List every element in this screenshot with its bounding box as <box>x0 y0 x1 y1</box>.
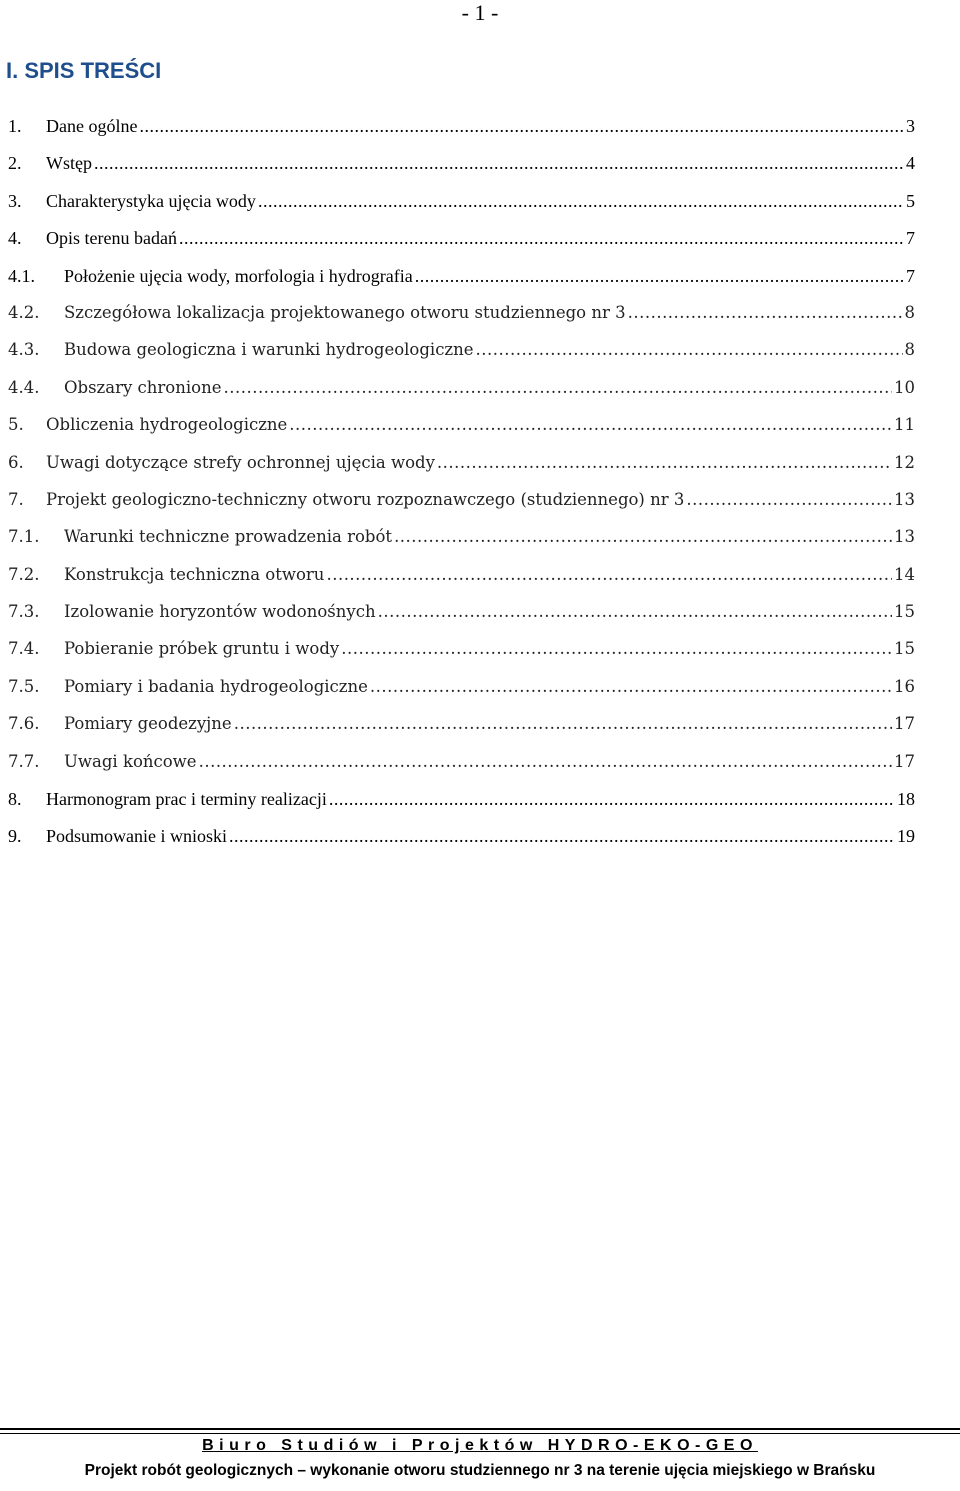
toc-entry-title: Pomiary i badania hydrogeologiczne <box>64 676 368 696</box>
toc-dot-leader <box>370 677 892 696</box>
toc-heading: I. SPIS TREŚCI <box>6 58 162 83</box>
toc-dot-leader <box>341 639 892 658</box>
toc-entry[interactable] <box>8 266 915 303</box>
toc-entry-title: Uwagi końcowe <box>64 751 197 771</box>
toc-entry-title: Podsumowanie i wnioski <box>46 826 228 847</box>
toc-dot-leader <box>234 714 892 733</box>
toc-entry[interactable] <box>8 639 915 676</box>
toc-entry-page: 4 <box>906 153 915 174</box>
toc-entry-number: 4. <box>8 228 22 249</box>
toc-entry[interactable] <box>8 116 915 153</box>
toc-entry-title: Pobieranie próbek gruntu i wody <box>64 639 340 659</box>
toc-entry-title: Uwagi dotyczące strefy ochronnej ujęcia wody <box>46 452 435 472</box>
toc-entry-number: 4.4. <box>8 377 40 397</box>
toc-dot-leader <box>378 602 892 621</box>
toc-entry-title: Szczegółowa lokalizacja projektowanego otworu studziennego nr 3 <box>64 302 626 322</box>
toc-entry-number: 5. <box>8 415 24 435</box>
toc-entry-number: 7.1. <box>8 527 40 547</box>
footer-project-title: Projekt robót geologicznych – wykonanie otworu studziennego nr 3 na terenie ujęcia miejskiego w Brańsku <box>84 1462 876 1479</box>
toc-dot-leader <box>394 527 892 546</box>
toc-entry[interactable] <box>8 415 915 452</box>
toc-entry-number: 7.6. <box>8 714 40 734</box>
toc-entry[interactable] <box>8 153 915 190</box>
toc-entry-page: 7 <box>906 228 915 249</box>
toc-entry[interactable] <box>8 826 915 863</box>
toc-entry[interactable] <box>8 228 915 265</box>
toc-entry-page: 8 <box>904 340 915 360</box>
toc-dot-leader <box>199 752 892 771</box>
toc-entry-number: 4.1. <box>8 265 35 286</box>
toc-entry[interactable] <box>8 714 915 751</box>
toc-dot-leader <box>179 228 904 249</box>
toc-entry[interactable] <box>8 340 915 377</box>
toc-entry-title: Opis terenu badań <box>46 228 177 249</box>
toc-entry-page: 13 <box>894 527 915 547</box>
toc-entry-page: 19 <box>897 826 915 847</box>
toc-dot-leader <box>139 116 904 137</box>
toc-dot-leader <box>329 789 895 810</box>
toc-dot-leader <box>415 266 904 287</box>
toc-entry-title: Warunki techniczne prowadzenia robót <box>64 527 393 547</box>
toc-entry-title: Budowa geologiczna i warunki hydrogeologiczne <box>64 340 474 360</box>
toc-entry-number: 7.2. <box>8 564 40 584</box>
toc-dot-leader <box>289 415 892 434</box>
toc-entry-title: Konstrukcja techniczna otworu <box>64 564 325 584</box>
toc-entry-number: 7.3. <box>8 602 40 622</box>
toc-dot-leader <box>437 453 892 472</box>
toc-dot-leader <box>258 191 904 212</box>
toc-entry-number: 7.4. <box>8 639 40 659</box>
toc-entry-title: Pomiary geodezyjne <box>64 714 232 734</box>
toc-entry-page: 10 <box>894 377 915 397</box>
toc-entry[interactable] <box>8 453 915 490</box>
toc-entry-title: Izolowanie horyzontów wodonośnych <box>64 602 376 622</box>
toc-entry[interactable] <box>8 752 915 789</box>
toc-entry-page: 15 <box>894 602 915 622</box>
toc-dot-leader <box>686 490 892 509</box>
toc-entry-number: 9. <box>8 826 22 847</box>
toc-dot-leader <box>326 565 892 584</box>
toc-entry-title: Charakterystyka ujęcia wody <box>46 190 256 211</box>
toc-entry-number: 3. <box>8 190 22 211</box>
toc-entry-title: Projekt geologiczno-techniczny otworu rozpoznawczego (studziennego) nr 3 <box>46 489 685 509</box>
toc-dot-leader <box>94 153 904 174</box>
toc-entry[interactable] <box>8 677 915 714</box>
toc-entry-number: 1. <box>8 116 22 136</box>
toc-entry-page: 7 <box>906 265 915 286</box>
toc-dot-leader <box>628 303 903 322</box>
toc-entry-number: 6. <box>8 452 24 472</box>
toc-entry-number: 4.2. <box>8 302 40 322</box>
toc-entry-title: Położenie ujęcia wody, morfologia i hydrografia <box>64 265 413 286</box>
footer-rule-thin <box>0 1433 960 1434</box>
toc-entry-number: 7. <box>8 489 24 509</box>
toc-entry-title: Obliczenia hydrogeologiczne <box>46 415 288 435</box>
toc-entry-page: 8 <box>904 302 915 322</box>
toc-entry-number: 2. <box>8 153 22 174</box>
toc-entry[interactable] <box>8 490 915 527</box>
toc-entry-page: 3 <box>906 116 915 136</box>
toc-entry-page: 12 <box>894 452 915 472</box>
toc-entry-number: 8. <box>8 789 22 810</box>
toc-dot-leader <box>223 378 892 397</box>
table-of-contents <box>8 116 915 864</box>
toc-entry-title: Wstęp <box>46 153 92 174</box>
toc-entry[interactable] <box>8 303 915 340</box>
toc-entry-page: 16 <box>894 676 915 696</box>
footer-firm-name: Biuro Studiów i Projektów HYDRO-EKO-GEO <box>202 1437 758 1454</box>
toc-entry[interactable] <box>8 378 915 415</box>
toc-entry[interactable] <box>8 602 915 639</box>
toc-entry-page: 14 <box>894 564 915 584</box>
toc-entry-number: 7.5. <box>8 676 40 696</box>
toc-entry-page: 13 <box>894 489 915 509</box>
toc-entry[interactable] <box>8 191 915 228</box>
footer-rule <box>0 1428 960 1430</box>
toc-entry-page: 11 <box>894 415 915 435</box>
toc-entry[interactable] <box>8 527 915 564</box>
toc-entry-number: 4.3. <box>8 340 40 360</box>
toc-entry-page: 18 <box>897 789 915 810</box>
toc-entry-title: Dane ogólne <box>46 116 138 136</box>
page-number: - 1 - <box>461 0 499 25</box>
toc-entry[interactable] <box>8 565 915 602</box>
toc-entry-page: 17 <box>894 751 915 771</box>
toc-entry-number: 7.7. <box>8 751 40 771</box>
toc-entry-page: 15 <box>894 639 915 659</box>
toc-entry-title: Harmonogram prac i terminy realizacji <box>46 789 327 810</box>
toc-entry-page: 17 <box>894 714 915 734</box>
toc-dot-leader <box>229 826 895 847</box>
toc-dot-leader <box>476 340 903 359</box>
toc-entry-title: Obszary chronione <box>64 377 222 397</box>
toc-entry[interactable] <box>8 789 915 826</box>
toc-entry-page: 5 <box>906 190 915 211</box>
